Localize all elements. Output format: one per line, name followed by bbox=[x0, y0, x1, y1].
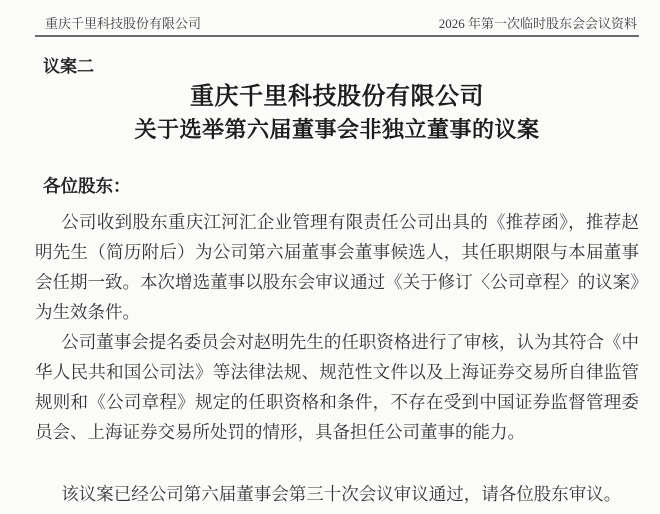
header-company-name: 重庆千里科技股份有限公司 bbox=[45, 16, 202, 31]
proposal-number-label: 议案二 bbox=[43, 57, 94, 76]
document-subtitle: 关于选举第六届董事会非独立董事的议案 bbox=[134, 117, 540, 142]
document-title: 重庆千里科技股份有限公司 bbox=[190, 83, 484, 110]
paragraph-closing: 该议案已经公司第六届董事会第三十次会议审议通过，请各位股东审议。 bbox=[61, 484, 622, 504]
page-header bbox=[35, 16, 639, 31]
document-body bbox=[35, 207, 639, 509]
header-meeting-label: 2026 年第一次临时股东会会议资料 bbox=[438, 16, 637, 31]
paragraph-qualification-review: 公司董事会提名委员会对赵明先生的任职资格进行了审核，认为其符合《中华人民共和国公司法》等法律法规、规范性文件以及上海证券交易所自律监管规则和《公司章程》规定的任职资格和条件，不存在受到中国证券监督管理委员会、上海证券交易所处罚的情形，具备担任公司董事的能力。 bbox=[35, 332, 639, 442]
salutation: 各位股东： bbox=[43, 176, 131, 196]
header-divider bbox=[35, 35, 639, 37]
paragraph-recommendation: 公司收到股东重庆江河汇企业管理有限责任公司出具的《推荐函》，推荐赵明先生（简历附后）为公司第六届董事会董事候选人，其任职期限与本届董事会任期一致。本次增选董事以股东会审议通过《关于修订〈公司章程〉的议案》为生效条件。 bbox=[35, 212, 639, 322]
